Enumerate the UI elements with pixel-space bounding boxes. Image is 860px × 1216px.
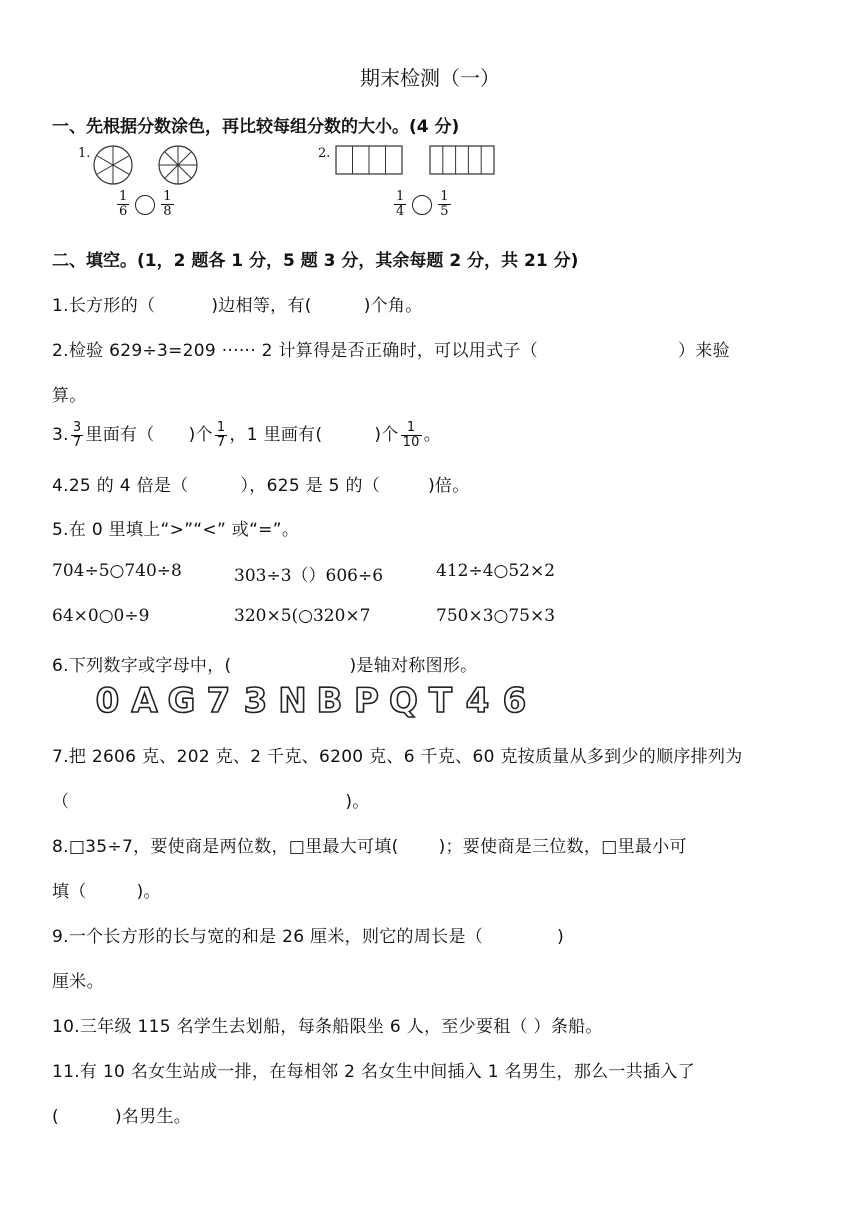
compare-circle[interactable] — [135, 195, 155, 215]
compare-circle[interactable] — [412, 195, 432, 215]
fig2-rects — [334, 144, 498, 176]
outline-char: A — [131, 681, 158, 721]
fig1-compare — [115, 190, 176, 219]
fraction: $\frac{1}{6}$ — [119, 189, 128, 219]
question-11: 11.有 10 名女生站成一排，在每相邻 2 名女生中间插入 1 名男生，那么一共插入了 — [52, 1062, 695, 1082]
q5-item[interactable]: 750×3○75×3 — [436, 606, 556, 626]
question-5: 5.在 0 里填上“>”“<” 或“=”。 — [52, 520, 300, 540]
outline-char: G — [167, 681, 196, 721]
section2-heading: 二、填空。(1，2 题各 1 分，5 题 3 分，其余每题 2 分，共 21 分) — [52, 251, 579, 271]
outline-char: 6 — [502, 681, 527, 721]
q5-item[interactable]: 412÷4○52×2 — [436, 561, 556, 581]
q5-item[interactable]: 303÷3（）606÷6 — [234, 566, 384, 586]
outline-char: T — [428, 681, 453, 721]
question-10: 10.三年级 115 名学生去划船，每条船限坐 6 人，至少要租（ ）条船。 — [52, 1017, 603, 1037]
question-7: 7.把 2606 克、202 克、2 千克、6200 克、6 千克、60 克按质量从多到少的顺序排列为 — [52, 747, 743, 767]
fraction: $\frac{1}{8}$ — [163, 189, 172, 219]
q5-item[interactable]: 704÷5○740÷8 — [52, 561, 182, 581]
outline-char: 0 — [95, 681, 120, 721]
q5-item[interactable]: 64×0○0÷9 — [52, 606, 150, 626]
outline-char: B — [316, 681, 343, 721]
outline-characters — [92, 681, 530, 721]
outline-char: N — [278, 681, 307, 721]
question-7-cont: （ )。 — [52, 792, 370, 812]
circle-sixths — [94, 146, 132, 184]
rect-quarters — [336, 146, 402, 174]
question-2: 2.检验 629÷3=209 ······ 2 计算得是否正确时，可以用式子（ ）来验 — [52, 341, 730, 361]
fraction: $\frac{1}{5}$ — [440, 189, 449, 219]
question-9-cont: 厘米。 — [52, 972, 104, 992]
fraction: $\frac{1}{10}$ — [402, 419, 420, 450]
circle-eighths — [159, 146, 197, 184]
fig1-label: 1. — [78, 146, 91, 161]
outline-char: 4 — [465, 681, 490, 721]
fig2-label: 2. — [318, 146, 331, 161]
rect-fifths — [430, 146, 494, 174]
outline-char: P — [354, 681, 379, 721]
question-2-cont: 算。 — [52, 386, 87, 406]
question-9: 9.一个长方形的长与宽的和是 26 厘米，则它的周长是（ ) — [52, 927, 564, 947]
outline-char: 3 — [243, 681, 268, 721]
outline-char: 7 — [206, 681, 231, 721]
q5-item[interactable]: 320×5(○320×7 — [234, 606, 371, 626]
question-8-cont: 填（ )。 — [52, 882, 161, 902]
outline-char: Q — [389, 681, 418, 721]
fraction: $\frac{1}{7}$ — [216, 419, 226, 450]
question-4: 4.25 的 4 倍是（ ），625 是 5 的（ )倍。 — [52, 476, 470, 496]
question-3: 3. $\frac{3}{7}$ 里面有（ )个 $\frac{1}{7}$ ，1 里画有( )个 $\frac{1}{10}$ 。 — [52, 419, 442, 450]
question-11-cont: ( )名男生。 — [52, 1107, 192, 1127]
page-title: 期末检测（一） — [360, 66, 500, 90]
fraction: $\frac{3}{7}$ — [72, 419, 82, 450]
question-6: 6.下列数字或字母中，( )是轴对称图形。 — [52, 656, 478, 676]
fig1-circles — [92, 144, 204, 186]
fig2-compare — [392, 190, 453, 219]
fraction: $\frac{1}{4}$ — [396, 189, 405, 219]
section1-heading: 一、先根据分数涂色，再比较每组分数的大小。(4 分) — [52, 117, 460, 137]
question-1: 1.长方形的（ )边相等，有( )个角。 — [52, 296, 423, 316]
question-8: 8.□35÷7，要使商是两位数，□里最大可填( )；要使商是三位数，□里最小可 — [52, 837, 687, 857]
